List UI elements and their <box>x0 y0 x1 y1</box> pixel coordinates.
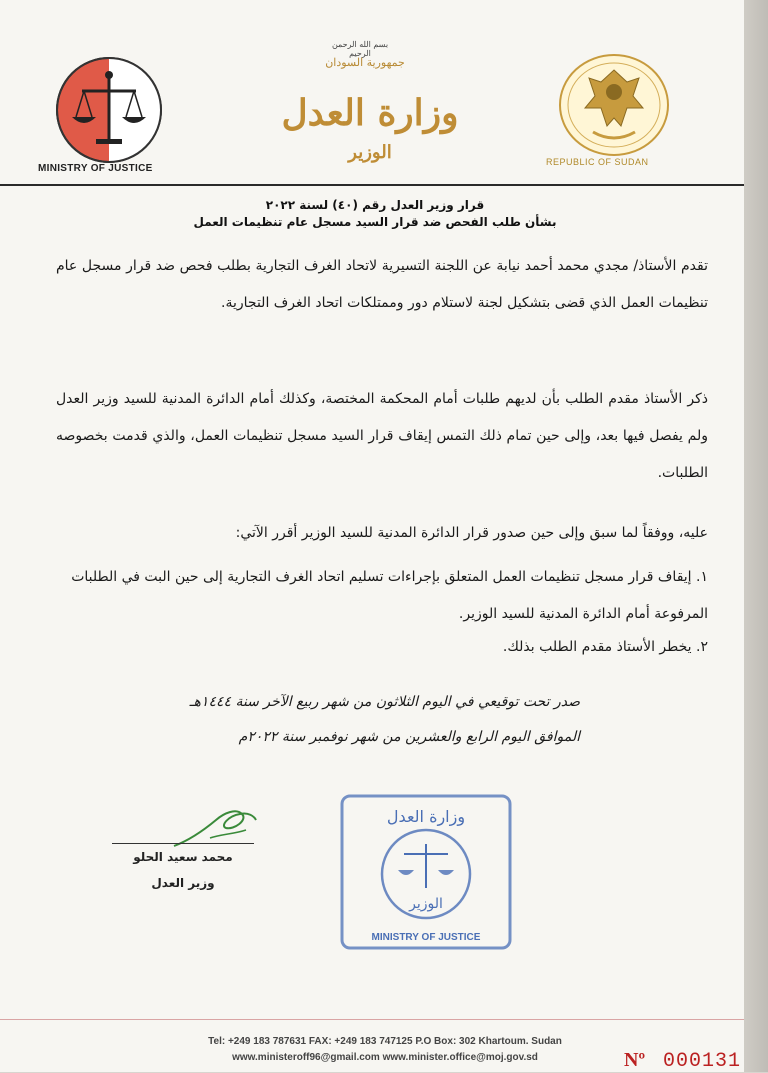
handwritten-signature <box>170 800 260 855</box>
page-edge-shadow <box>744 0 768 1072</box>
sudan-emblem-logo <box>557 52 671 158</box>
decision-item-1: ١. إيقاف قرار مسجل تنظيمات العمل المتعلق بإجراءات تسليم اتحاد الغرف التجارية إلى حين البت في الطلبات المرفوعة أمام الدائرة المدنية للسيد الوزير. <box>71 569 708 622</box>
issued-hijri-date: صدر تحت توقيعي في اليوم الثلاثون من شهر ربيع الآخر سنة ١٤٤٤هـ <box>189 694 580 710</box>
ministry-of-justice-label: MINISTRY OF JUSTICE <box>38 163 153 174</box>
stamp-top-text: وزارة العدل <box>386 807 466 826</box>
body-paragraph-1: تقدم الأستاذ/ مجدي محمد أحمد نيابة عن اللجنة التسيرية لاتحاد الغرف التجارية بطلب فحص ضد قرار مسجل عام تنظيمات العمل الذي قضى بتشكيل لجنة لاستلام دور وممتلكات اتحاد الغرف التجارية. <box>56 258 708 311</box>
ministry-arabic-title: وزارة العدل <box>281 92 459 134</box>
body-paragraph-2: ذكر الأستاذ مقدم الطلب بأن لديهم طلبات أمام المحكمة المختصة، وكذلك أمام الدائرة المدنية للسيد وزير العدل ولم يفصل فيها بعد، وإلى حين تمام ذلك التمس إيقاف قرار السيد مسجل تنظيمات العمل، والذي قدمت بخصوصه الطلبات. <box>56 391 708 481</box>
scales-of-justice-logo <box>54 55 164 165</box>
serial-number: 000131 <box>663 1050 742 1073</box>
official-stamp <box>338 792 514 952</box>
signature-line <box>112 843 254 844</box>
footer-divider <box>0 1019 748 1020</box>
republic-of-sudan-label: REPUBLIC OF SUDAN <box>546 157 649 167</box>
basmala-text: بسم الله الرحمن الرحيم <box>331 40 389 58</box>
issued-gregorian-date: الموافق اليوم الرابع والعشرين من شهر نوفمبر سنة ٢٠٢٢م <box>238 729 580 745</box>
stamp-bottom-text: MINISTRY OF JUSTICE <box>371 932 481 943</box>
republic-arabic-text: جمهورية السودان <box>325 56 405 69</box>
minister-arabic-subtitle: الوزير <box>348 142 392 163</box>
signatory-name: محمد سعيد الحلو <box>133 850 233 864</box>
decision-subject: بشأن طلب الفحص ضد قرار السيد مسجل عام تنظيمات العمل <box>193 215 557 229</box>
decision-title: قرار وزير العدل رقم (٤٠) لسنة ٢٠٢٢ <box>265 198 485 212</box>
body-paragraph-3: عليه، ووفقاً لما سبق وإلى حين صدور قرار الدائرة المدنية للسيد الوزير أقرر الآتي: <box>235 525 708 541</box>
stamp-center-text: الوزير <box>409 896 443 912</box>
serial-prefix: Nº <box>624 1049 646 1071</box>
header-divider <box>0 184 748 186</box>
footer-contact-line-2: www.ministeroff96@gmail.com www.minister.office@moj.gov.sd <box>232 1052 538 1063</box>
signatory-title: وزير العدل <box>151 876 215 890</box>
decision-item-2: ٢. يخطر الأستاذ مقدم الطلب بذلك. <box>502 639 708 655</box>
footer-contact-line-1: Tel: +249 183 787631 FAX: +249 183 747125 P.O Box: 302 Khartoum. Sudan <box>208 1036 562 1047</box>
